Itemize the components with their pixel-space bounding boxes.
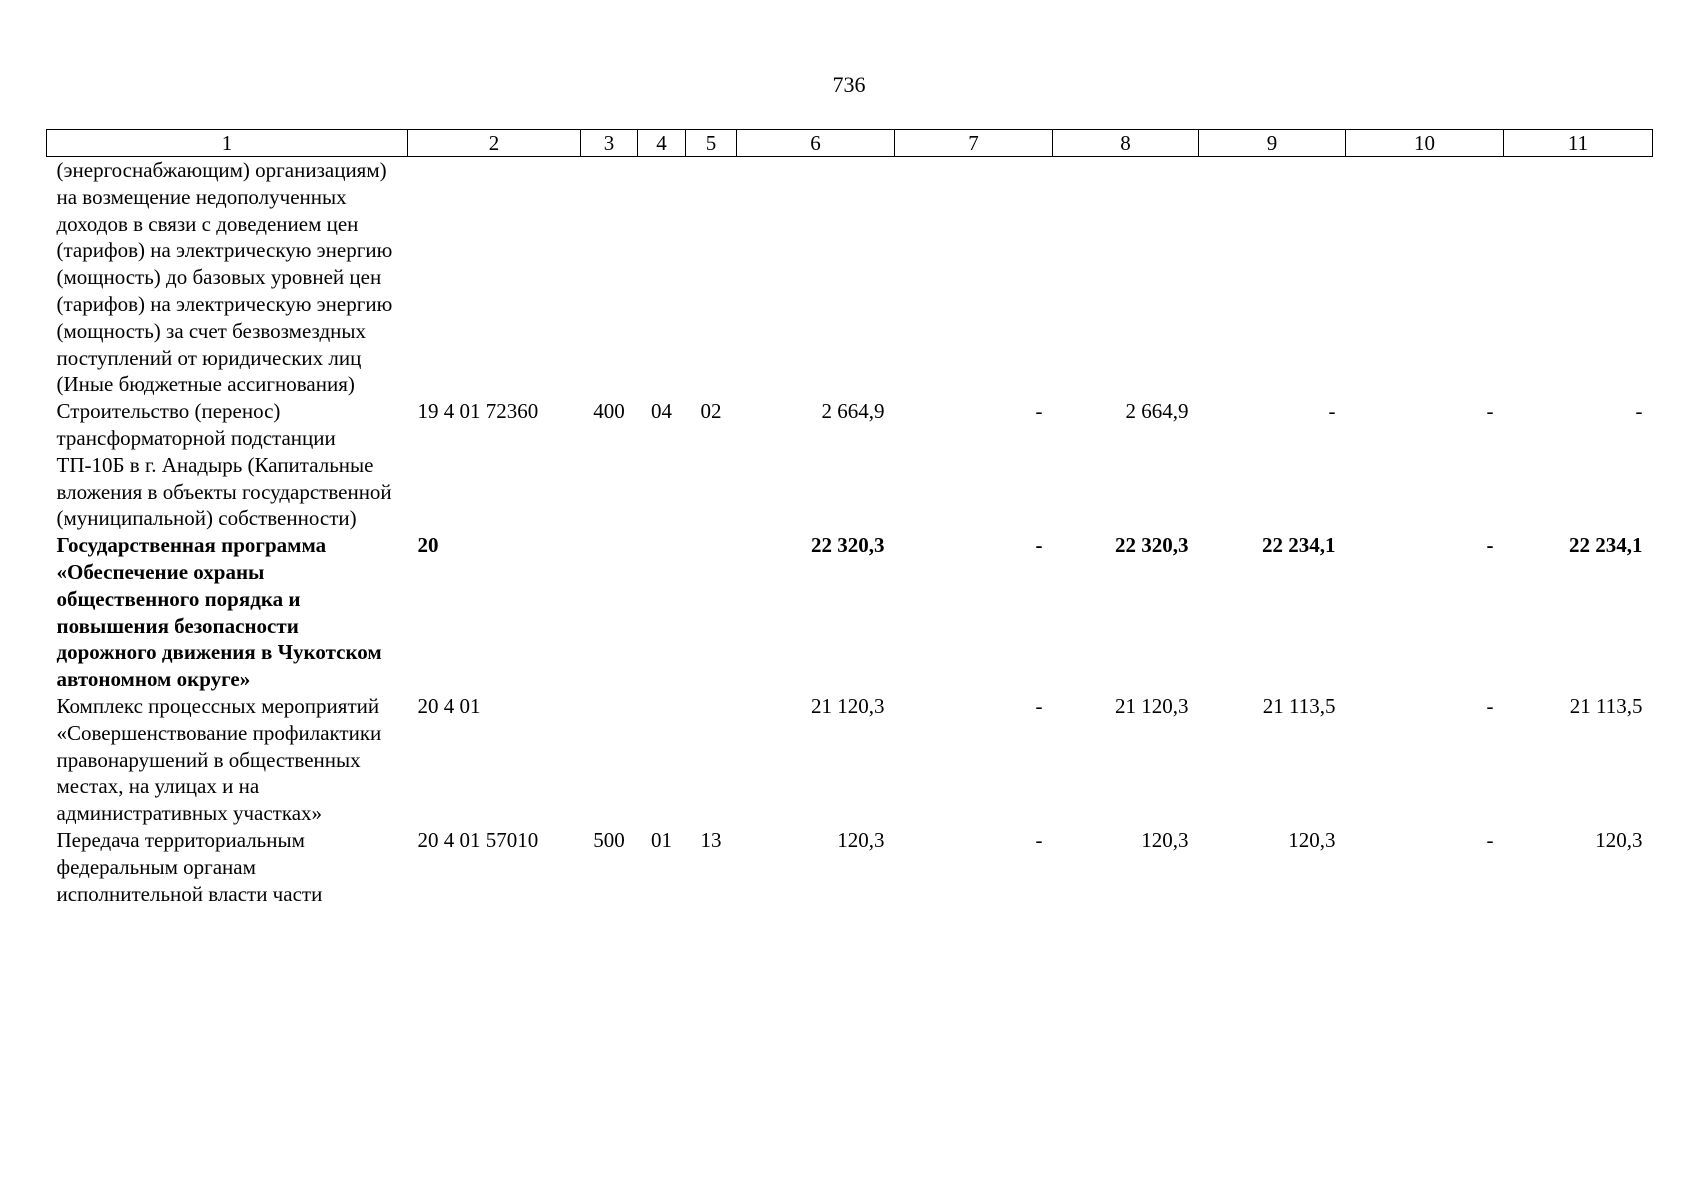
row-value-col11: 120,3 (1595, 827, 1643, 852)
row-description: Строительство (перенос) трансформаторной подстанции ТП-10Б в г. Анадырь (Капитальные вложения в объекты государственной (муниципальной) собственности) (56, 399, 392, 531)
column-header-6: 6 (737, 130, 895, 157)
table-row (47, 398, 1653, 532)
budget-table (46, 129, 1653, 907)
row-value-col11: 21 113,5 (1569, 693, 1643, 718)
row-value-col6: 120,3 (837, 827, 885, 852)
row-value-col7: - (1035, 827, 1043, 852)
column-header-1: 1 (47, 130, 408, 157)
row-value-col10: - (1486, 693, 1494, 718)
column-header-5: 5 (686, 130, 737, 157)
row-value-col8 (1053, 157, 1199, 399)
row-value-col9 (1199, 157, 1346, 399)
column-header-2: 2 (408, 130, 581, 157)
row-value-col8: 2 664,9 (1125, 399, 1189, 424)
row-value-col10: - (1486, 827, 1494, 852)
column-header-8: 8 (1053, 130, 1199, 157)
row-value-col8: 22 320,3 (1115, 533, 1189, 558)
page-number: 736 (832, 72, 866, 97)
row-section (638, 157, 686, 399)
row-target-code: 20 4 01 57010 (417, 827, 539, 852)
row-value-col7: - (1035, 399, 1043, 424)
row-expense-type: 400 (593, 399, 625, 424)
row-value-col7 (895, 157, 1053, 399)
row-expense-type (581, 693, 638, 827)
row-target-code: 20 4 01 (417, 693, 481, 718)
row-value-col11: - (1635, 399, 1643, 424)
column-number-header (47, 130, 1653, 157)
row-description: Комплекс процессных мероприятий «Совершенствование профилактики правонарушений в общественных местах, на улицах и на административных участках» (56, 693, 382, 826)
row-subsection (686, 157, 737, 399)
row-section: 04 (651, 399, 672, 424)
row-value-col6 (737, 157, 895, 399)
row-target-code (408, 157, 581, 399)
table-row (47, 827, 1653, 907)
row-value-col10: - (1486, 533, 1494, 558)
column-header-4: 4 (638, 130, 686, 157)
row-value-col8: 120,3 (1141, 827, 1189, 852)
row-description: Государственная программа «Обеспечение охраны общественного порядка и повышения безопасности дорожного движения в Чукотском автономном округе» (56, 533, 382, 692)
row-expense-type (581, 157, 638, 399)
row-value-col9: 21 113,5 (1262, 693, 1336, 718)
row-value-col6: 21 120,3 (811, 693, 885, 718)
row-section (638, 532, 686, 693)
column-header-3: 3 (581, 130, 638, 157)
row-expense-type: 500 (593, 827, 625, 852)
row-target-code: 19 4 01 72360 (417, 399, 539, 424)
row-section: 01 (651, 827, 672, 852)
column-header-10: 10 (1346, 130, 1504, 157)
row-value-col7: - (1035, 693, 1043, 718)
row-subsection: 02 (700, 399, 722, 424)
row-value-col7: - (1035, 533, 1043, 558)
row-subsection: 13 (700, 827, 722, 852)
table-row-program (47, 532, 1653, 693)
row-description: (энергоснабжающим) организациям) на возмещение недополученных доходов в связи с доведением цен (тарифов) на электрическую энергию (мощность) до базовых уровней цен (тарифов) на электрическую энергию (мощность) за счет безвозмездных поступлений от юридических лиц (Иные бюджетные ассигнования) (56, 158, 393, 397)
table-row (47, 157, 1653, 399)
row-description: Передача территориальным федеральным органам исполнительной власти части (56, 827, 323, 906)
column-header-9: 9 (1199, 130, 1346, 157)
row-expense-type (581, 532, 638, 693)
row-value-col6: 22 320,3 (811, 533, 885, 558)
row-value-col10: - (1486, 399, 1494, 424)
row-value-col11: 22 234,1 (1569, 533, 1643, 558)
row-value-col9: 120,3 (1288, 827, 1336, 852)
row-value-col10 (1346, 157, 1504, 399)
row-subsection (686, 693, 737, 827)
column-header-11: 11 (1504, 130, 1653, 157)
table-row (47, 693, 1653, 827)
row-subsection (686, 532, 737, 693)
row-value-col6: 2 664,9 (821, 399, 885, 424)
row-target-code: 20 (417, 533, 439, 558)
column-header-7: 7 (895, 130, 1053, 157)
row-value-col9: 22 234,1 (1262, 533, 1336, 558)
row-value-col9: - (1328, 399, 1336, 424)
row-section (638, 693, 686, 827)
row-value-col11 (1504, 157, 1653, 399)
row-value-col8: 21 120,3 (1115, 693, 1189, 718)
